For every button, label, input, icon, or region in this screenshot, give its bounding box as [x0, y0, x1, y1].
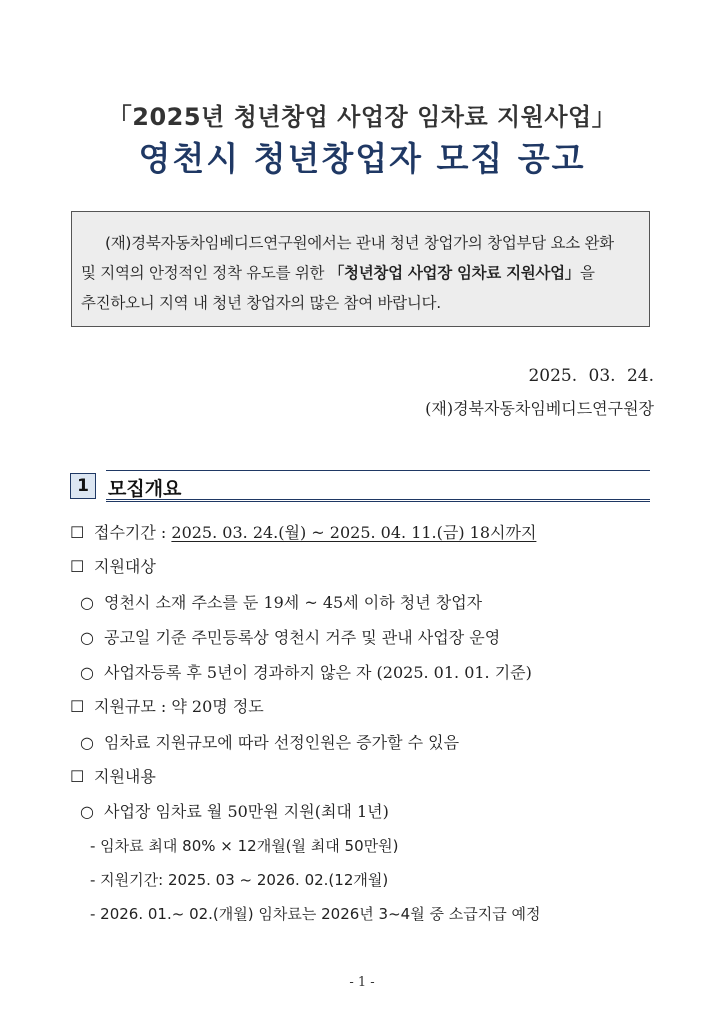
circle-bullet-icon: ○: [80, 733, 94, 752]
scale-label: 지원규모 : 약 20명 정도: [94, 697, 264, 716]
section-top-rule: [106, 470, 650, 471]
checkbox-icon: ☐: [70, 767, 85, 786]
circle-bullet-icon: ○: [80, 663, 94, 682]
target-label: 지원대상: [94, 557, 156, 576]
content-detail-1: - 임차료 최대 80% × 12개월(월 최대 50만원): [90, 837, 399, 855]
section-bottom-rule: [106, 499, 650, 502]
content-row: [70, 764, 156, 787]
checkbox-icon: ☐: [70, 523, 85, 542]
section-1-heading: [70, 470, 650, 502]
scale-item-1-text: 임차료 지원규모에 따라 선정인원은 증가할 수 있음: [104, 733, 460, 752]
content-detail-3: - 2026. 01.~ 02.(개월) 임차료는 2026년 3~4월 중 소급지급 예정: [90, 905, 541, 923]
intro-program-name: 「청년창업 사업장 임차료 지원사업」: [328, 264, 580, 282]
content-detail-2: - 지원기간: 2025. 03 ~ 2026. 02.(12개월): [90, 871, 389, 889]
intro-line-2-pre: 및 지역의 안정적인 정착 유도를 위한: [81, 264, 329, 282]
content-item-1: [80, 799, 389, 822]
target-item-1: [80, 590, 482, 613]
period-label: 접수기간 :: [94, 523, 172, 542]
checkbox-icon: ☐: [70, 557, 85, 576]
notice-title-line2: 영천시 청년창업자 모집 공고: [138, 139, 586, 178]
target-item-1-text: 영천시 소재 주소를 둔 19세 ~ 45세 이하 청년 창업자: [104, 593, 483, 612]
target-item-2: [80, 625, 500, 648]
scale-row: [70, 694, 264, 717]
intro-line-2: [81, 258, 640, 288]
notice-date: 2025. 03. 24.: [528, 366, 654, 386]
intro-line-3: 추진하오니 지역 내 청년 창업자의 많은 참여 바랍니다.: [81, 294, 441, 312]
notice-title-line1: 「2025년 청년창업 사업장 임차료 지원사업」: [107, 103, 617, 131]
checkbox-icon: ☐: [70, 697, 85, 716]
circle-bullet-icon: ○: [80, 802, 94, 821]
content-label: 지원내용: [94, 767, 156, 786]
target-item-3-text: 사업자등록 후 5년이 경과하지 않은 자 (2025. 01. 01. 기준): [104, 663, 532, 682]
period-row: [70, 520, 536, 543]
intro-line-2-post: 을: [579, 264, 595, 282]
content-item-1-text: 사업장 임차료 월 50만원 지원(최대 1년): [104, 802, 389, 821]
notice-org: (재)경북자동차임베디드연구원장: [425, 399, 654, 418]
section-number: 1: [70, 473, 96, 499]
target-item-3: [80, 660, 532, 683]
circle-bullet-icon: ○: [80, 628, 94, 647]
intro-box: [71, 211, 650, 327]
section-title: 모집개요: [108, 478, 182, 500]
target-row: [70, 554, 156, 577]
page-number: - 1 -: [349, 975, 375, 990]
scale-item-1: [80, 730, 459, 753]
period-value: 2025. 03. 24.(월) ~ 2025. 04. 11.(금) 18시까지: [171, 523, 537, 542]
intro-line-1: (재)경북자동차임베디드연구원에서는 관내 청년 창업가의 창업부담 요소 완화: [105, 234, 614, 252]
target-item-2-text: 공고일 기준 주민등록상 영천시 거주 및 관내 사업장 운영: [104, 628, 501, 647]
circle-bullet-icon: ○: [80, 593, 94, 612]
